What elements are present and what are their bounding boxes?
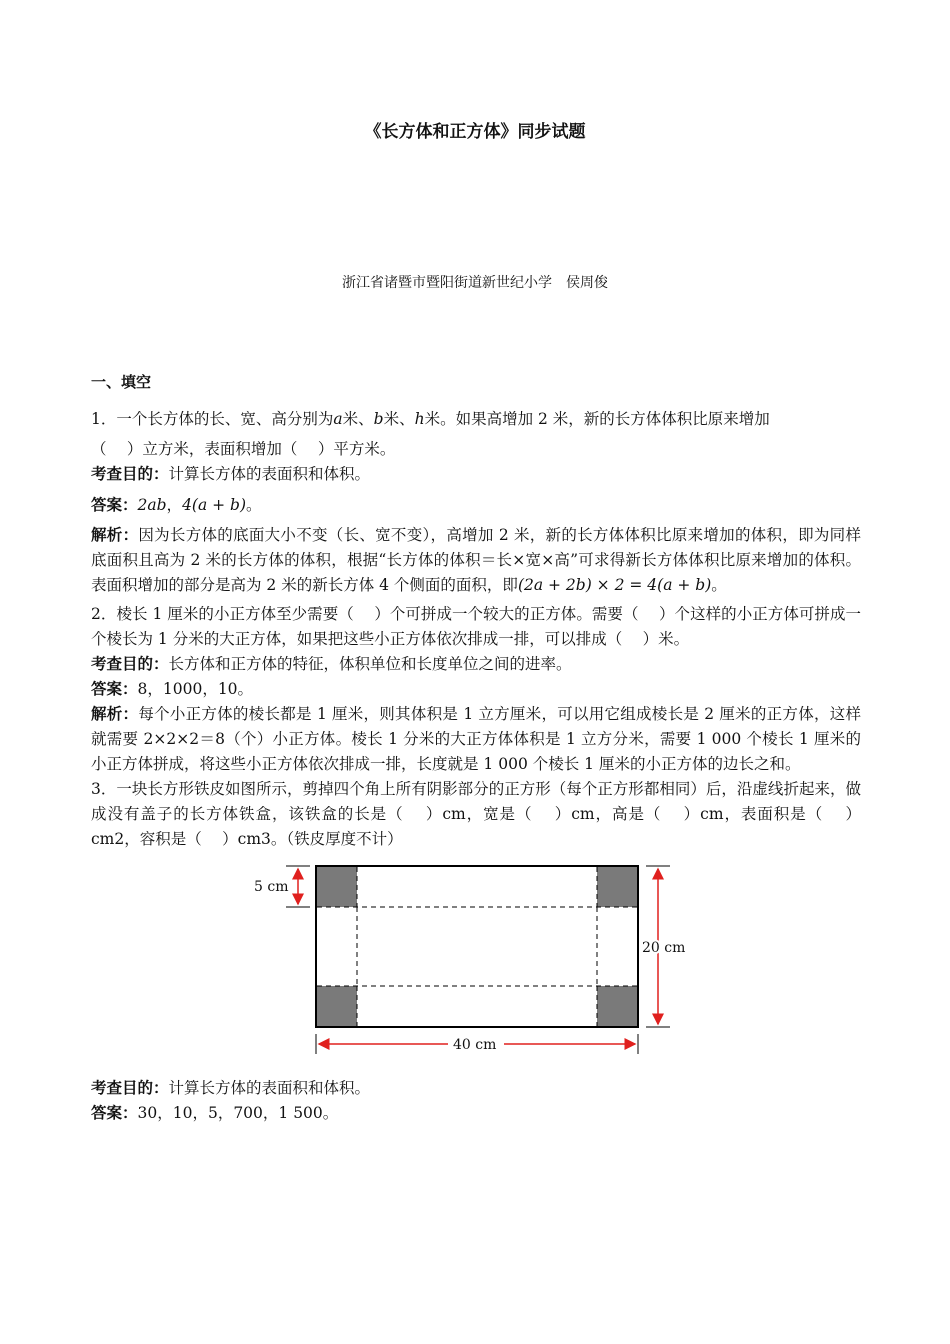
corner-square-br	[597, 986, 637, 1026]
q3-answer: 答案：30，10，5，700，1 500。	[91, 1104, 339, 1122]
q3-objective: 考查目的：计算长方体的表面积和体积。	[91, 1079, 371, 1097]
var-b: b	[373, 410, 384, 428]
q1-stem: 1．一个长方体的长、宽、高分别为a米、b米、h米。如果高增加 2 米，新的长方体体积比原来增加	[91, 410, 770, 428]
author-line: 浙江省诸暨市暨阳街道新世纪小学 侯周俊	[342, 275, 608, 291]
sheet-outline	[316, 866, 638, 1027]
corner-square-tl	[317, 867, 357, 907]
q1-answer: 答案：2ab，4(a + b)。	[91, 496, 262, 514]
q2-stem: 2．棱长 1 厘米的小正方体至少需要（ ）个可拼成一个较大的正方体。需要（ ）个这样的小正方体可拼成一个棱长为 1 分米的大正方体，如果把这些小正方体依次排成一排，可以排成（ ）米。	[91, 605, 861, 648]
sheet-figure	[250, 864, 690, 1064]
content	[91, 370, 861, 1126]
label-height: 20 cm	[642, 940, 686, 956]
section-heading: 一、填空	[91, 373, 152, 391]
q2-objective: 考查目的：长方体和正方体的特征，体积单位和长度单位之间的进率。	[91, 655, 572, 673]
var-a: a	[333, 410, 343, 428]
var-h: h	[414, 410, 425, 428]
label-corner: 5 cm	[254, 879, 289, 895]
page-title: 《长方体和正方体》同步试题	[364, 122, 586, 142]
corner-square-bl	[317, 986, 357, 1026]
q3-stem: 3．一块长方形铁皮如图所示，剪掉四个角上所有阴影部分的正方形（每个正方形都相同）后，沿虚线折起来，做成没有盖子的长方体铁盒，该铁盒的长是（ ）cm，宽是（ ）cm，高是（ ）cm，表面积是（ ）cm2，容积是（ ）cm3。（铁皮厚度不计）	[91, 780, 861, 848]
q1-stem-cont: （ ）立方米，表面积增加（ ）平方米。	[91, 440, 396, 458]
q1-objective: 考查目的：计算长方体的表面积和体积。	[91, 465, 371, 483]
q2-analysis: 解析：每个小正方体的棱长都是 1 厘米，则其体积是 1 立方厘米，可以用它组成棱长是 2 厘米的正方体，这样就需要 2×2×2＝8（个）小正方体。棱长 1 分米的大正方体体积是 1 立方分米，需要 1 000 个棱长 1 厘米的小正方体拼成，将这些小正方体依次排成一排，长度就是 1 000 个棱长 1 厘米的小正方体的边长之和。	[91, 705, 861, 773]
q1-analysis: 解析：因为长方体的底面大小不变（长、宽不变），高增加 2 米，新的长方体体积比原来增加的体积，即为同样底面积且高为 2 米的长方体的体积，根据“长方体的体积＝长×宽×高”可求得新长方体体积比原来增加的体积。表面积增加的部分是高为 2 米的新长方体 4 个侧面的面积，即(2a + 2b) × 2 = 4(a + b)。	[91, 526, 861, 594]
label-width: 40 cm	[453, 1037, 497, 1053]
corner-square-tr	[597, 867, 637, 907]
q2-answer: 答案：8，1000，10。	[91, 680, 254, 698]
dim-corner	[286, 866, 310, 907]
